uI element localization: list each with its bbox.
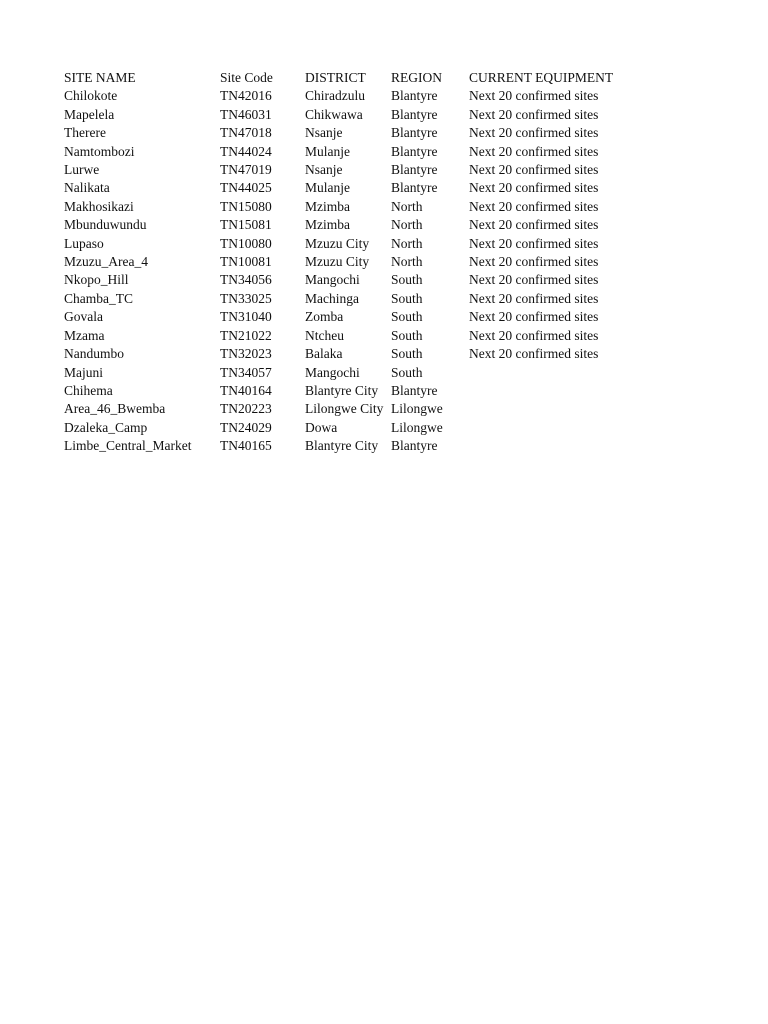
- table-body: [64, 87, 619, 455]
- table-row: [64, 87, 619, 105]
- equipment-cell: Next 20 confirmed sites: [469, 88, 599, 104]
- site-name-cell: Majuni: [64, 364, 103, 380]
- header-row: [64, 69, 619, 87]
- district-cell: Mzimba: [305, 217, 350, 233]
- region-cell: North: [391, 235, 423, 251]
- district-cell: Nsanje: [305, 125, 343, 141]
- table-row: [64, 198, 619, 216]
- site-name-cell: Lupaso: [64, 235, 104, 251]
- site-code-cell: TN10080: [220, 235, 272, 251]
- site-name-cell: Area_46_Bwemba: [64, 401, 166, 417]
- equipment-cell: Next 20 confirmed sites: [469, 125, 599, 141]
- site-code-cell: TN10081: [220, 254, 272, 270]
- site-code-cell: TN46031: [220, 106, 272, 122]
- equipment-cell: Next 20 confirmed sites: [469, 309, 599, 325]
- equipment-cell: Next 20 confirmed sites: [469, 180, 599, 196]
- district-cell: Lilongwe City: [305, 401, 384, 417]
- site-code-cell: TN15080: [220, 198, 272, 214]
- site-code-cell: TN21022: [220, 327, 272, 343]
- site-name-cell: Dzaleka_Camp: [64, 419, 148, 435]
- site-code-cell: TN24029: [220, 419, 272, 435]
- district-cell: Mzuzu City: [305, 254, 370, 270]
- table-row: [64, 235, 619, 253]
- site-name-cell: Mzama: [64, 327, 105, 343]
- table-row: [64, 124, 619, 142]
- site-code-cell: TN34056: [220, 272, 272, 288]
- region-cell: Blantyre: [391, 438, 438, 454]
- district-cell: Mzuzu City: [305, 235, 370, 251]
- district-cell: Nsanje: [305, 162, 343, 178]
- site-name-cell: Nalikata: [64, 180, 110, 196]
- equipment-cell: Next 20 confirmed sites: [469, 162, 599, 178]
- region-cell: South: [391, 364, 423, 380]
- region-cell: Blantyre: [391, 125, 438, 141]
- site-code-cell: TN31040: [220, 309, 272, 325]
- site-code-cell: TN47019: [220, 162, 272, 178]
- equipment-cell: Next 20 confirmed sites: [469, 346, 599, 362]
- table-row: [64, 161, 619, 179]
- site-code-cell: TN44025: [220, 180, 272, 196]
- region-cell: Blantyre: [391, 106, 438, 122]
- region-cell: Blantyre: [391, 162, 438, 178]
- equipment-cell: Next 20 confirmed sites: [469, 327, 599, 343]
- site-name-cell: Chilokote: [64, 88, 118, 104]
- table-row: [64, 290, 619, 308]
- region-cell: South: [391, 346, 423, 362]
- site-name-cell: Namtombozi: [64, 143, 135, 159]
- site-name-cell: Chihema: [64, 382, 113, 398]
- site-name-cell: Makhosikazi: [64, 198, 134, 214]
- header-site-code: Site Code: [220, 70, 273, 85]
- table-row: [64, 382, 619, 400]
- region-cell: South: [391, 272, 423, 288]
- table-row: [64, 327, 619, 345]
- site-name-cell: Mzuzu_Area_4: [64, 254, 148, 270]
- district-cell: Zomba: [305, 309, 344, 325]
- table-row: [64, 364, 619, 382]
- site-name-cell: Lurwe: [64, 162, 100, 178]
- table-row: [64, 253, 619, 271]
- region-cell: Lilongwe: [391, 419, 443, 435]
- equipment-cell: Next 20 confirmed sites: [469, 217, 599, 233]
- equipment-cell: Next 20 confirmed sites: [469, 290, 599, 306]
- district-cell: Dowa: [305, 419, 338, 435]
- site-code-cell: TN47018: [220, 125, 272, 141]
- region-cell: Blantyre: [391, 180, 438, 196]
- table-row: [64, 179, 619, 197]
- equipment-cell: Next 20 confirmed sites: [469, 254, 599, 270]
- table-row: [64, 400, 619, 418]
- site-name-cell: Limbe_Central_Market: [64, 438, 192, 454]
- region-cell: North: [391, 217, 423, 233]
- site-name-cell: Chamba_TC: [64, 290, 133, 306]
- equipment-cell: Next 20 confirmed sites: [469, 143, 599, 159]
- table-row: [64, 271, 619, 289]
- site-code-cell: TN40164: [220, 382, 272, 398]
- equipment-cell: Next 20 confirmed sites: [469, 106, 599, 122]
- equipment-cell: [469, 437, 619, 455]
- district-cell: Blantyre City: [305, 382, 379, 398]
- site-name-cell: Mbunduwundu: [64, 217, 147, 233]
- table-row: [64, 345, 619, 363]
- district-cell: Mangochi: [305, 364, 360, 380]
- equipment-cell: Next 20 confirmed sites: [469, 198, 599, 214]
- district-cell: Chiradzulu: [305, 88, 365, 104]
- district-cell: Balaka: [305, 346, 343, 362]
- district-cell: Chikwawa: [305, 106, 363, 122]
- header-current-equipment: CURRENT EQUIPMENT: [469, 70, 614, 85]
- district-cell: Mulanje: [305, 180, 350, 196]
- district-cell: Mangochi: [305, 272, 360, 288]
- region-cell: South: [391, 327, 423, 343]
- region-cell: Blantyre: [391, 143, 438, 159]
- equipment-cell: [469, 382, 619, 400]
- equipment-cell: [469, 419, 619, 437]
- table-row: [64, 106, 619, 124]
- site-name-cell: Nandumbo: [64, 346, 124, 362]
- table-row: [64, 419, 619, 437]
- site-code-cell: TN20223: [220, 401, 272, 417]
- table-row: [64, 437, 619, 455]
- table-row: [64, 143, 619, 161]
- site-name-cell: Nkopo_Hill: [64, 272, 129, 288]
- header-region: REGION: [391, 70, 442, 85]
- site-code-cell: TN44024: [220, 143, 272, 159]
- site-code-cell: TN34057: [220, 364, 272, 380]
- site-code-cell: TN33025: [220, 290, 272, 306]
- district-cell: Blantyre City: [305, 438, 379, 454]
- district-cell: Mzimba: [305, 198, 350, 214]
- region-cell: South: [391, 309, 423, 325]
- site-code-cell: TN42016: [220, 88, 272, 104]
- equipment-cell: Next 20 confirmed sites: [469, 235, 599, 251]
- site-code-cell: TN40165: [220, 438, 272, 454]
- site-code-cell: TN15081: [220, 217, 272, 233]
- region-cell: South: [391, 290, 423, 306]
- header-site-name: SITE NAME: [64, 70, 136, 85]
- region-cell: Blantyre: [391, 88, 438, 104]
- district-cell: Machinga: [305, 290, 359, 306]
- region-cell: North: [391, 254, 423, 270]
- table-row: [64, 216, 619, 234]
- table-row: [64, 308, 619, 326]
- header-district: DISTRICT: [305, 70, 366, 85]
- site-table: [64, 69, 619, 456]
- equipment-cell: Next 20 confirmed sites: [469, 272, 599, 288]
- equipment-cell: [469, 400, 619, 418]
- site-name-cell: Mapelela: [64, 106, 115, 122]
- district-cell: Ntcheu: [305, 327, 344, 343]
- site-code-cell: TN32023: [220, 346, 272, 362]
- region-cell: North: [391, 198, 423, 214]
- region-cell: Lilongwe: [391, 401, 443, 417]
- equipment-cell: [469, 364, 619, 382]
- site-name-cell: Therere: [64, 125, 106, 141]
- region-cell: Blantyre: [391, 382, 438, 398]
- site-name-cell: Govala: [64, 309, 103, 325]
- district-cell: Mulanje: [305, 143, 350, 159]
